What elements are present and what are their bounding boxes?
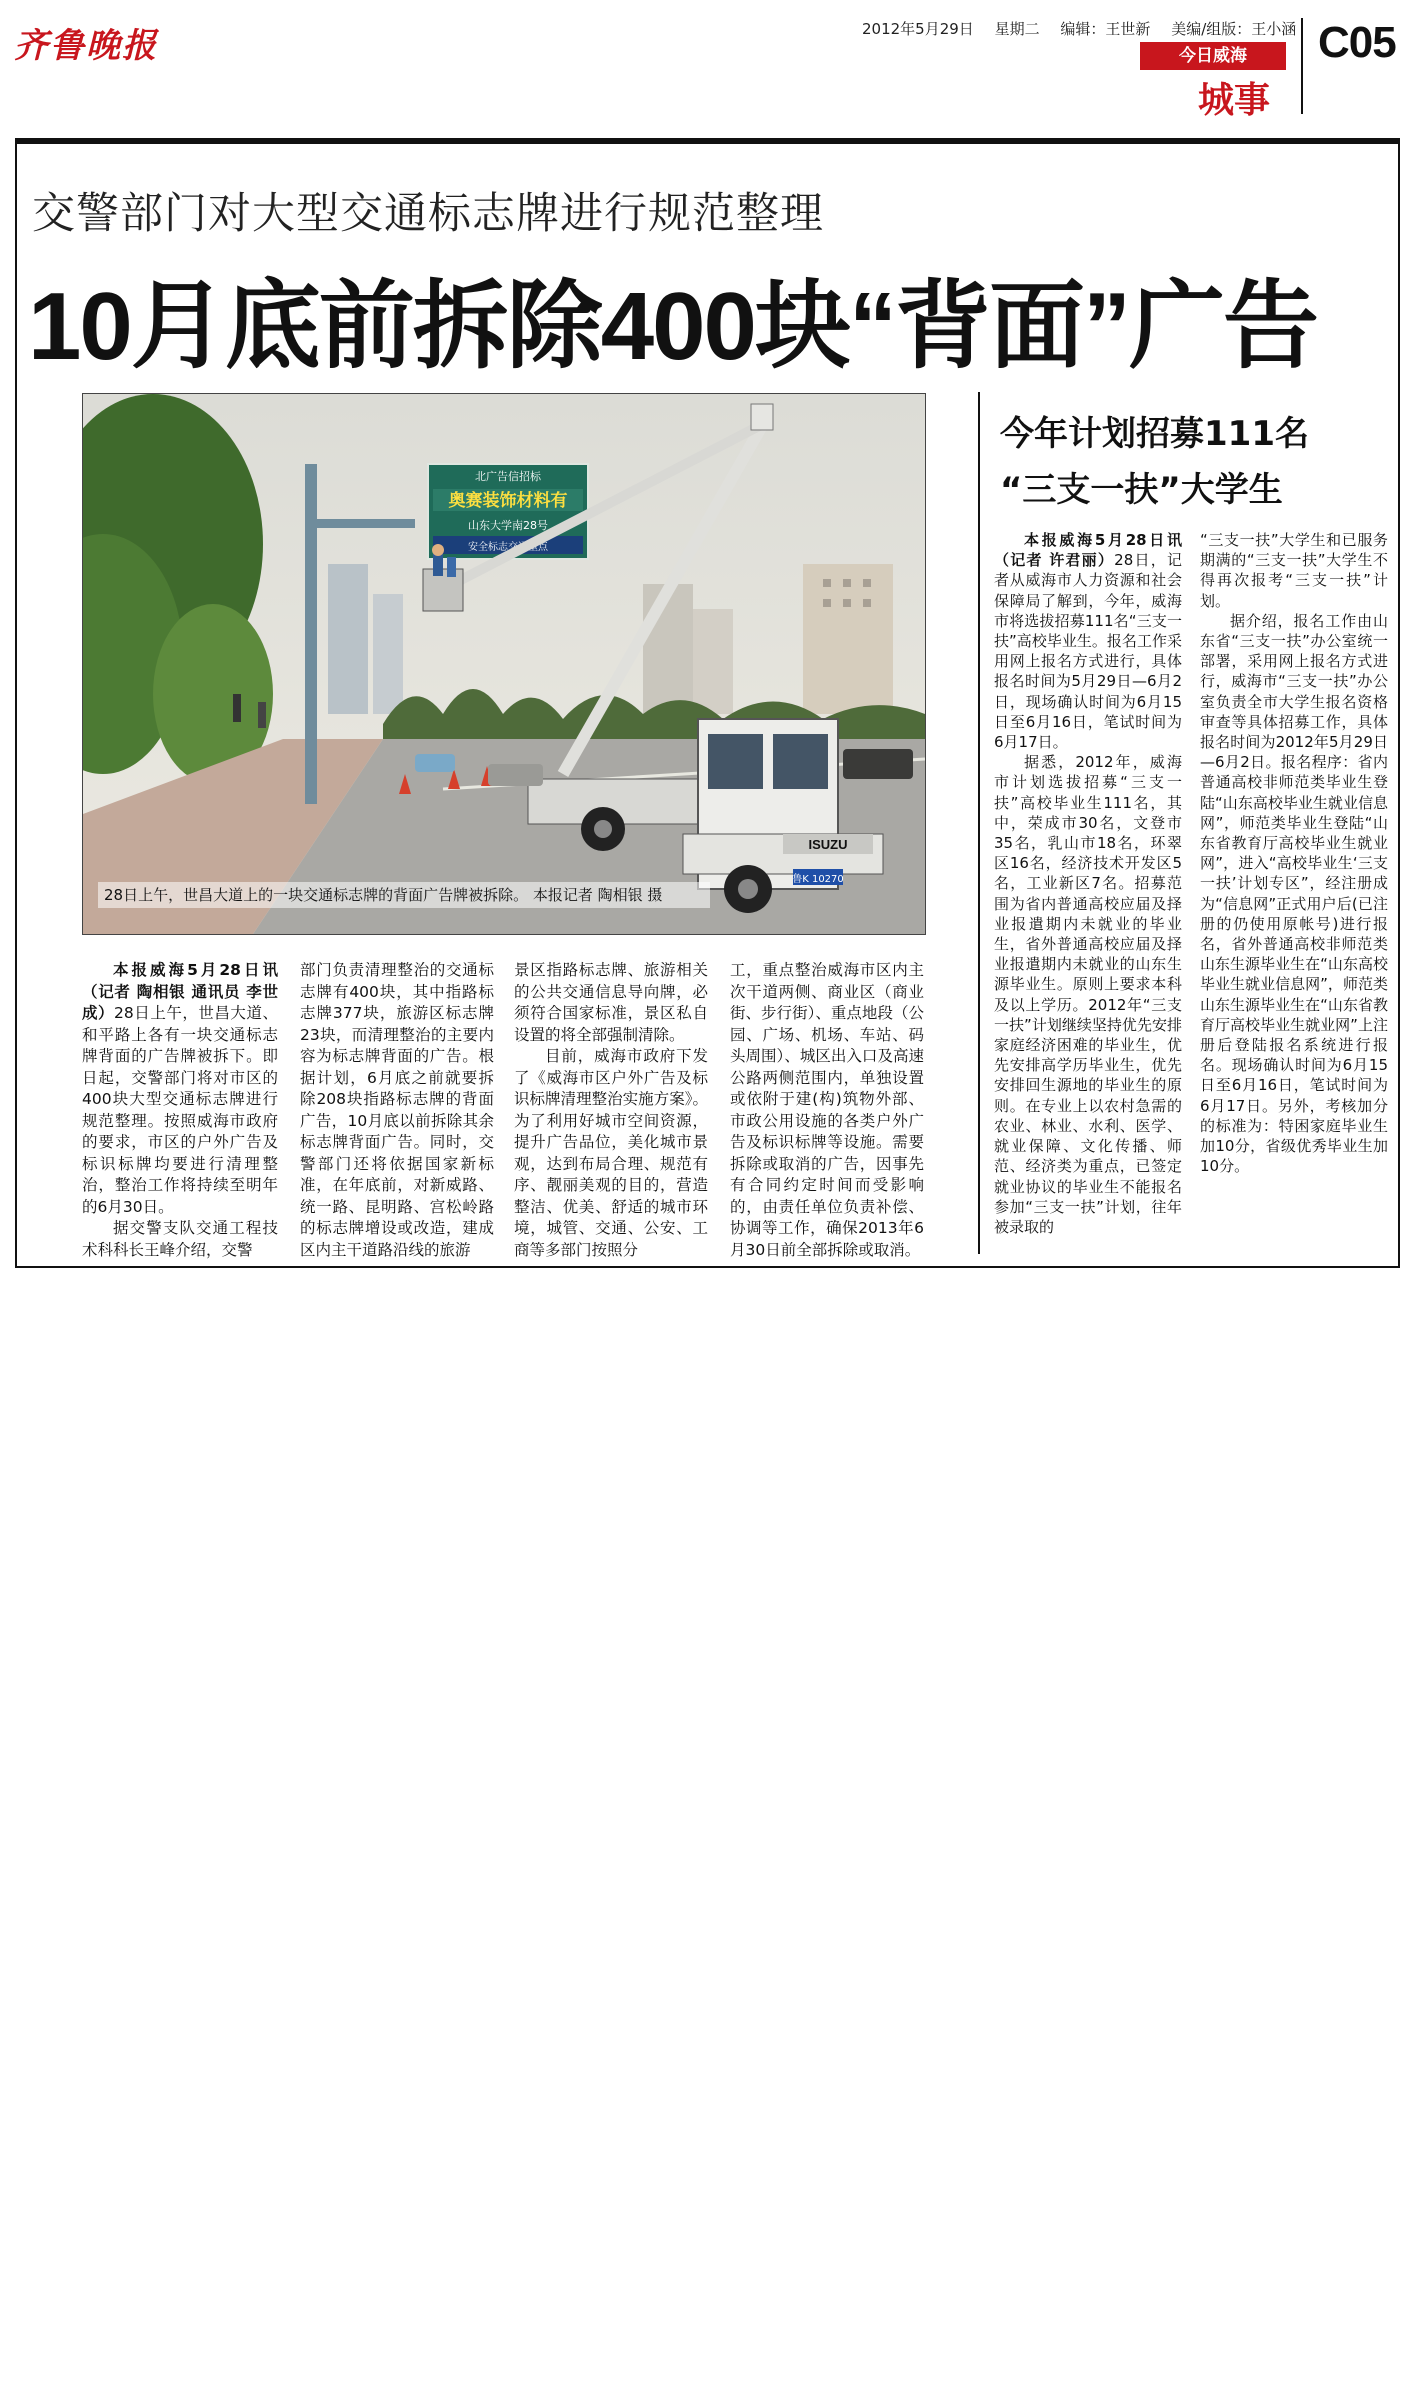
sidebar-headline-line-2: “三支一扶”大学生 (1000, 470, 1283, 510)
article-column-3 (514, 960, 708, 1261)
sidebar-dateline: 本报威海5月28日讯（记者 许君丽） (994, 531, 1182, 570)
truck-brand: ISUZU (808, 837, 848, 852)
newspaper-masthead: 齐鲁晚报 (14, 26, 158, 66)
page-number: C05 (1318, 18, 1396, 67)
editor-credit: 编辑：王世新 (1060, 20, 1151, 38)
article-col3-para2: 目前，威海市政府下发了《威海市区户外广告及标识标牌清理整治实施方案》。为了利用好城市空间资源，提升广告品位，美化城市景观，达到布局合理、规范有序、靓丽美观的目的，营造整洁、优美、舒适的城市环境，城管、交通、公安、工商等多部门按照分 (514, 1047, 708, 1259)
article-column-4 (730, 960, 924, 1261)
sidebar-column-1 (994, 530, 1182, 1237)
sign-line-3: 山东大学南28号 (468, 519, 548, 532)
designer-credit: 美编/组版：王小涵 (1171, 20, 1297, 38)
sidebar-column-2 (1200, 530, 1388, 1177)
sidebar-colA-para1: 28日，记者从威海市人力资源和社会保障局了解到，今年，威海市将选拔招募111名“三支一扶”高校毕业生。报名工作采用网上报名方式进行，具体报名时间为5月29日—6月2日，现场确认时间为6月15日至6月16日，笔试时间为6月17日。 (994, 551, 1182, 752)
header-divider (1301, 18, 1303, 114)
news-photo (82, 393, 926, 935)
sidebar-headline (1000, 406, 1309, 518)
page-meta (862, 18, 1312, 39)
article-col1-para2: 据交警支队交通工程技术科科长王峰介绍，交警 (82, 1219, 278, 1259)
sidebar-colB-para1: “三支一扶”大学生和已服务期满的“三支一扶”大学生不得再次报考“三支一扶”计划。 (1200, 531, 1388, 610)
issue-date: 2012年5月29日 (862, 20, 974, 38)
photo-illustration (83, 394, 925, 934)
sidebar-colA-para2: 据悉，2012年，威海市计划选拔招募“三支一扶”高校毕业生111名，其中，荣成市30名，文登市35名，乳山市18名，环翠区16名，经济技术开发区5名，工业新区7名。招募范围为省内普通高校应届及择业报遣期内未就业的毕业生，省外普通高校应届及择业报遣期内未就业的山东生源毕业生。原则上要求本科及以上学历。2012年“三支一扶”计划继续坚持优先安排家庭经济困难的毕业生，优先安排高学历毕业生，优先安排回生源地的毕业生的原则。在专业上以农村急需的农业、林业、水利、医学、就业保障、文化传播、师范、经济类为重点，已签定就业协议的毕业生不能报名参加“三支一扶”计划，往年被录取的 (994, 753, 1182, 1236)
sign-line-2: 奥赛装饰材料有 (448, 491, 568, 511)
article-column-1 (82, 960, 278, 1261)
sidebar-colB-para2: 据介绍，报名工作由山东省“三支一扶”办公室统一部署，采用网上报名方式进行，威海市“三支一扶”办公室负责全市大学生报名资格审查等具体招募工作，具体报名时间为2012年5月29日—6月2日。报名程序：省内普通高校非师范类毕业生登陆“山东高校毕业生就业信息网”，师范类毕业生登陆“山东省教育厅高校毕业生就业网”，进入“高校毕业生‘三支一扶’计划专区”，经注册成为“信息网”正式用户后(已注册的仍使用原帐号)进行报名，省外普通高校非师范类山东生源毕业生在“山东高校毕业生就业信息网”，师范类山东生源毕业生在“山东省教育厅高校毕业生就业网”上注册后登陆报名系统进行报名。现场确认时间为6月15日至6月16日，笔试时间为6月17日。另外，考核加分的标准为：特困家庭毕业生加10分，省级优秀毕业生加10分。 (1200, 611, 1388, 1176)
article-col3-para1: 景区指路标志牌、旅游相关的公共交通信息导向牌，必须符合国家标准，景区私自设置的将全部强制清除。 (514, 961, 708, 1044)
sign-line-1: 北广告信招标 (475, 470, 541, 483)
sidebar-divider (978, 392, 980, 1254)
truck-plate: 鲁K 10270 (792, 874, 844, 885)
issue-weekday: 星期二 (994, 20, 1040, 38)
photo-caption: 28日上午，世昌大道上的一块交通标志牌的背面广告牌被拆除。 本报记者 陶相银 摄 (98, 882, 710, 908)
article-dateline: 本报威海5月28日讯（记者 陶相银 通讯员 李世成） (82, 961, 278, 1022)
article-col2-para1: 部门负责清理整治的交通标志牌有400块，其中指路标志牌377块，旅游区标志牌23块，而清理整治的主要内容为标志牌背面的广告。根据计划，6月底之前就要拆除208块指路标志牌的背面广告，10月底以前拆除其余标志牌背面广告。同时，交警部门还将依据国家新标准，在年底前，对新威路、统一路、昆明路、宫松岭路的标志牌增设或改造，建成区内主干道路沿线的旅游 (300, 961, 494, 1259)
article-column-2 (300, 960, 494, 1261)
section-name: 城事 (1198, 79, 1271, 121)
article-headline: 10月底前拆除400块“背面”广告 (28, 273, 1317, 380)
article-col1-para1: 28日上午，世昌大道、和平路上各有一块交通标志牌背面的广告牌被拆下。即日起，交警部门将对市区的400块大型交通标志牌进行规范整理。按照威海市政府的要求，市区的户外广告及标识标牌均要进行清理整治，整治工作将持续至明年的6月30日。 (82, 1004, 278, 1216)
article-kicker: 交警部门对大型交通标志牌进行规范整理 (32, 189, 824, 239)
sign-line-4: 安全标志交通重点 (468, 542, 548, 553)
article-col4-para1: 工，重点整治威海市区内主次干道两侧、商业区（商业街、步行街）、重点地段（公园、广场、机场、车站、码头周围）、城区出入口及高速公路两侧范围内，单独设置或依附于建(构)筑物外部、市政公用设施的各类户外广告及标识标牌等设施。需要拆除或取消的广告，因事先有合同约定时间而受影响的，由责任单位负责补偿、协调等工作，确保2013年6月30日前全部拆除或取消。 (730, 961, 924, 1259)
sidebar-headline-line-1: 今年计划招募111名 (1000, 414, 1309, 454)
section-tag: 今日威海 (1140, 42, 1286, 70)
